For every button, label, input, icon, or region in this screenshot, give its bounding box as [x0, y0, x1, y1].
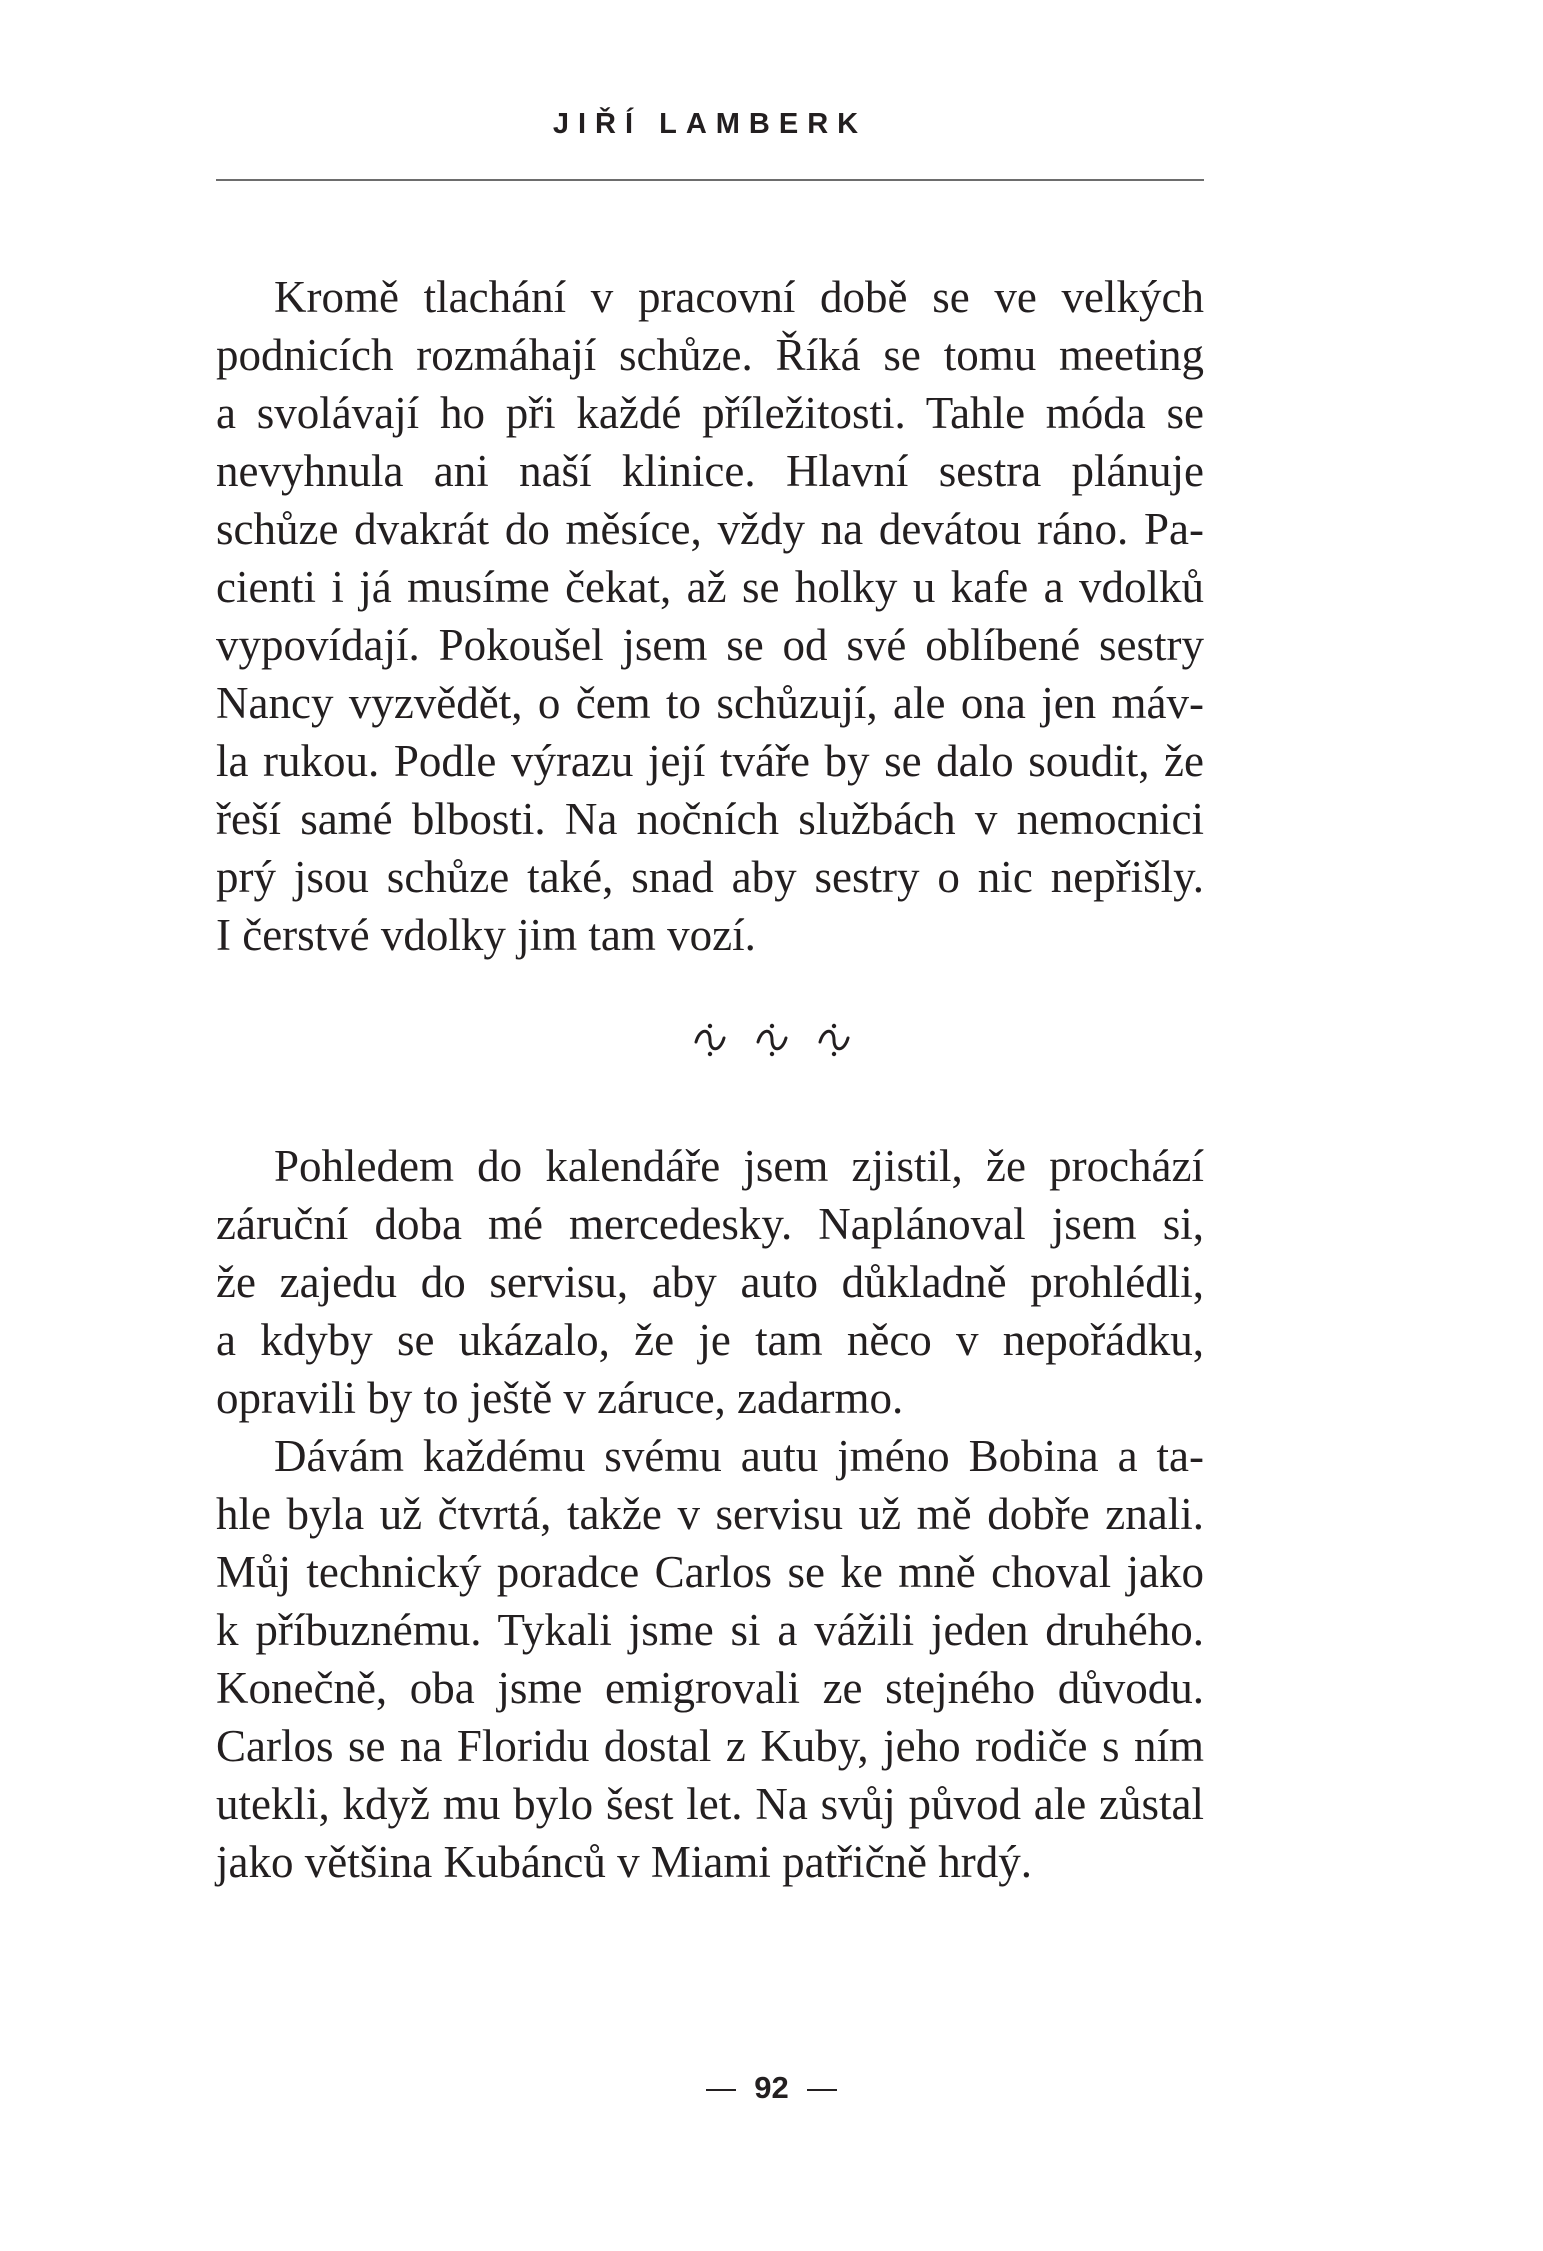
text-line: a kdyby se ukázalo, že je tam něco v nepořádku,	[216, 1315, 1204, 1365]
text-line: hle byla už čtvrtá, takže v servisu už mě dobře znali.	[216, 1489, 1204, 1539]
dash-right	[807, 2089, 837, 2091]
text-line: Dávám každému svému autu jméno Bobina a ta-	[274, 1431, 1204, 1481]
text-line: la rukou. Podle výrazu její tváře by se dalo soudit, že	[216, 736, 1204, 786]
flourish-icon	[816, 1020, 852, 1060]
text-line: utekli, když mu bylo šest let. Na svůj původ ale zůstal	[216, 1779, 1204, 1829]
text-line: Nancy vyzvědět, o čem to schůzují, ale ona jen máv-	[216, 678, 1204, 728]
text-line: opravili by to ještě v záruce, zadarmo.	[216, 1373, 904, 1423]
text-line: a svolávají ho při každé příležitosti. Tahle móda se	[216, 388, 1204, 438]
text-line: k příbuznému. Tykali jsme si a vážili jeden druhého.	[216, 1605, 1204, 1655]
section-break-ornament	[0, 1020, 1543, 1080]
text-line: jako většina Kubánců v Miami patřičně hrdý.	[216, 1837, 1033, 1887]
text-line: Konečně, oba jsme emigrovali ze stejného důvodu.	[216, 1663, 1204, 1713]
text-line: Carlos se na Floridu dostal z Kuby, jeho rodiče s ním	[216, 1721, 1204, 1771]
flourish-icon	[692, 1020, 728, 1060]
page-number-footer	[0, 2070, 1543, 2106]
text-line: nevyhnula ani naší klinice. Hlavní sestra plánuje	[216, 446, 1204, 496]
page-number: 92	[754, 2070, 789, 2105]
paragraph-meetings	[216, 268, 1204, 964]
text-line: Můj technický poradce Carlos se ke mně choval jako	[216, 1547, 1204, 1597]
text-line: prý jsou schůze také, snad aby sestry o nic nepřišly.	[216, 852, 1204, 902]
text-line: Pohledem do kalendáře jsem zjistil, že prochází	[274, 1141, 1204, 1191]
text-line: schůze dvakrát do měsíce, vždy na devátou ráno. Pa-	[216, 504, 1204, 554]
dash-left	[706, 2089, 736, 2091]
flourish-icon	[754, 1020, 790, 1060]
text-line: řeší samé blbosti. Na nočních službách v nemocnici	[216, 794, 1204, 844]
text-line: Kromě tlachání v pracovní době se ve velkých	[274, 272, 1204, 322]
section-car-service	[216, 1137, 1204, 1891]
text-line: cienti i já musíme čekat, až se holky u kafe a vdolků	[216, 562, 1204, 612]
running-header-author: JIŘÍ LAMBERK	[552, 108, 868, 140]
header-divider	[216, 179, 1204, 181]
text-line: záruční doba mé mercedesky. Naplánoval jsem si,	[216, 1199, 1204, 1249]
text-line: vypovídají. Pokoušel jsem se od své oblíbené sestry	[216, 620, 1204, 670]
text-line: podnicích rozmáhají schůze. Říká se tomu meeting	[216, 330, 1204, 380]
text-line: že zajedu do servisu, aby auto důkladně prohlédli,	[216, 1257, 1204, 1307]
text-line: I čerstvé vdolky jim tam vozí.	[216, 910, 756, 960]
